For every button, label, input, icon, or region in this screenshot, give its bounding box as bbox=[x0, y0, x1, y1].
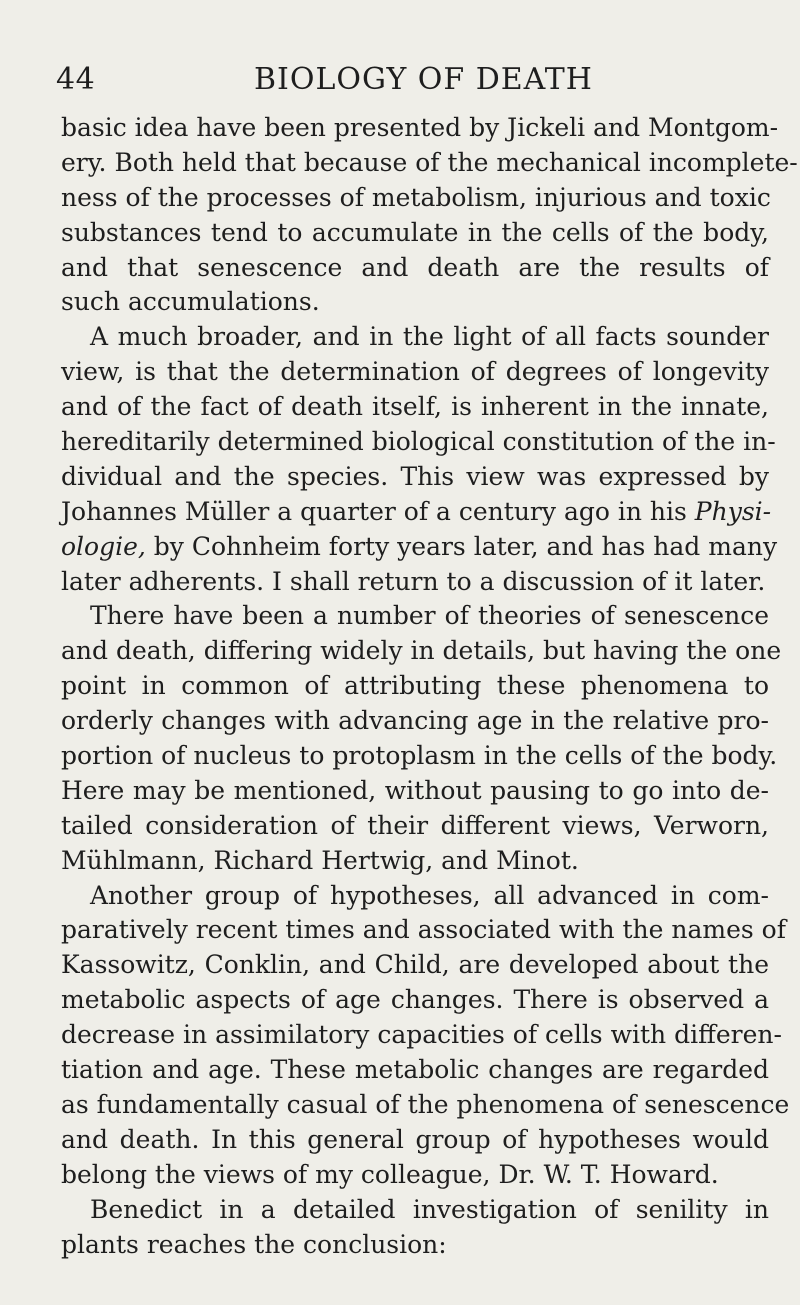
text-line: Here may be mentioned, without pausing to go into de- bbox=[61, 775, 769, 805]
text-line: dividual and the species. This view was expressed by bbox=[61, 461, 769, 491]
text-line: as fundamentally casual of the phenomena of senescence bbox=[61, 1089, 790, 1119]
running-title: BIOLOGY OF DEATH bbox=[254, 62, 593, 97]
text-line: metabolic aspects of age changes. There is observed a bbox=[61, 985, 769, 1015]
text-line: Kassowitz, Conklin, and Child, are developed about the bbox=[61, 950, 769, 980]
text-line: basic idea have been presented by Jickeli and Montgom- bbox=[61, 113, 779, 142]
text-line: view, is that the determination of degrees of longevity bbox=[61, 357, 769, 387]
text-line: decrease in assimilatory capacities of cells with differen- bbox=[61, 1020, 782, 1050]
text-line: orderly changes with advancing age in the relative pro- bbox=[61, 706, 769, 736]
paragraph-start-line: There have been a number of theories of senescence bbox=[90, 601, 769, 631]
text-line: and death, differing widely in details, but having the one bbox=[61, 636, 782, 666]
text-line: ologie, by Cohnheim forty years later, and has had many bbox=[61, 531, 778, 561]
text-line: point in common of attributing these phenomena to bbox=[61, 671, 769, 701]
page-header bbox=[56, 62, 768, 102]
text-line: plants reaches the conclusion: bbox=[61, 1229, 447, 1259]
text-line: substances tend to accumulate in the cells of the body, bbox=[61, 217, 769, 247]
text-line: portion of nucleus to protoplasm in the cells of the body. bbox=[61, 741, 778, 771]
text-line: belong the views of my colleague, Dr. W. T. Howard. bbox=[61, 1159, 719, 1189]
text-line: such accumulations. bbox=[61, 287, 320, 317]
text-line: later adherents. I shall return to a discussion of it later. bbox=[61, 566, 766, 596]
text-line: and that senescence and death are the results of bbox=[61, 252, 769, 282]
text-line: Mühlmann, Richard Hertwig, and Minot. bbox=[61, 845, 579, 875]
paragraph-start-line: Another group of hypotheses, all advanced in com- bbox=[90, 880, 769, 910]
page-number: 44 bbox=[56, 62, 96, 97]
text-line: ness of the processes of metabolism, injurious and toxic bbox=[61, 182, 771, 212]
text-line: and death. In this general group of hypotheses would bbox=[61, 1124, 769, 1154]
paragraph-start-line: Benedict in a detailed investigation of senility in bbox=[90, 1194, 769, 1224]
text-line: ery. Both held that because of the mechanical incomplete- bbox=[61, 147, 798, 177]
text-line: and of the fact of death itself, is inherent in the innate, bbox=[61, 392, 769, 422]
text-line: Johannes Müller a quarter of a century ago in his Physi- bbox=[61, 496, 772, 526]
body-text bbox=[61, 111, 798, 1262]
text-line: paratively recent times and associated with the names of bbox=[61, 915, 786, 945]
paragraph-start-line: A much broader, and in the light of all facts sounder bbox=[90, 322, 769, 352]
text-line: hereditarily determined biological constitution of the in- bbox=[61, 427, 776, 457]
text-line: tiation and age. These metabolic changes are regarded bbox=[61, 1055, 769, 1085]
text-line: tailed consideration of their different views, Verworn, bbox=[61, 810, 769, 840]
